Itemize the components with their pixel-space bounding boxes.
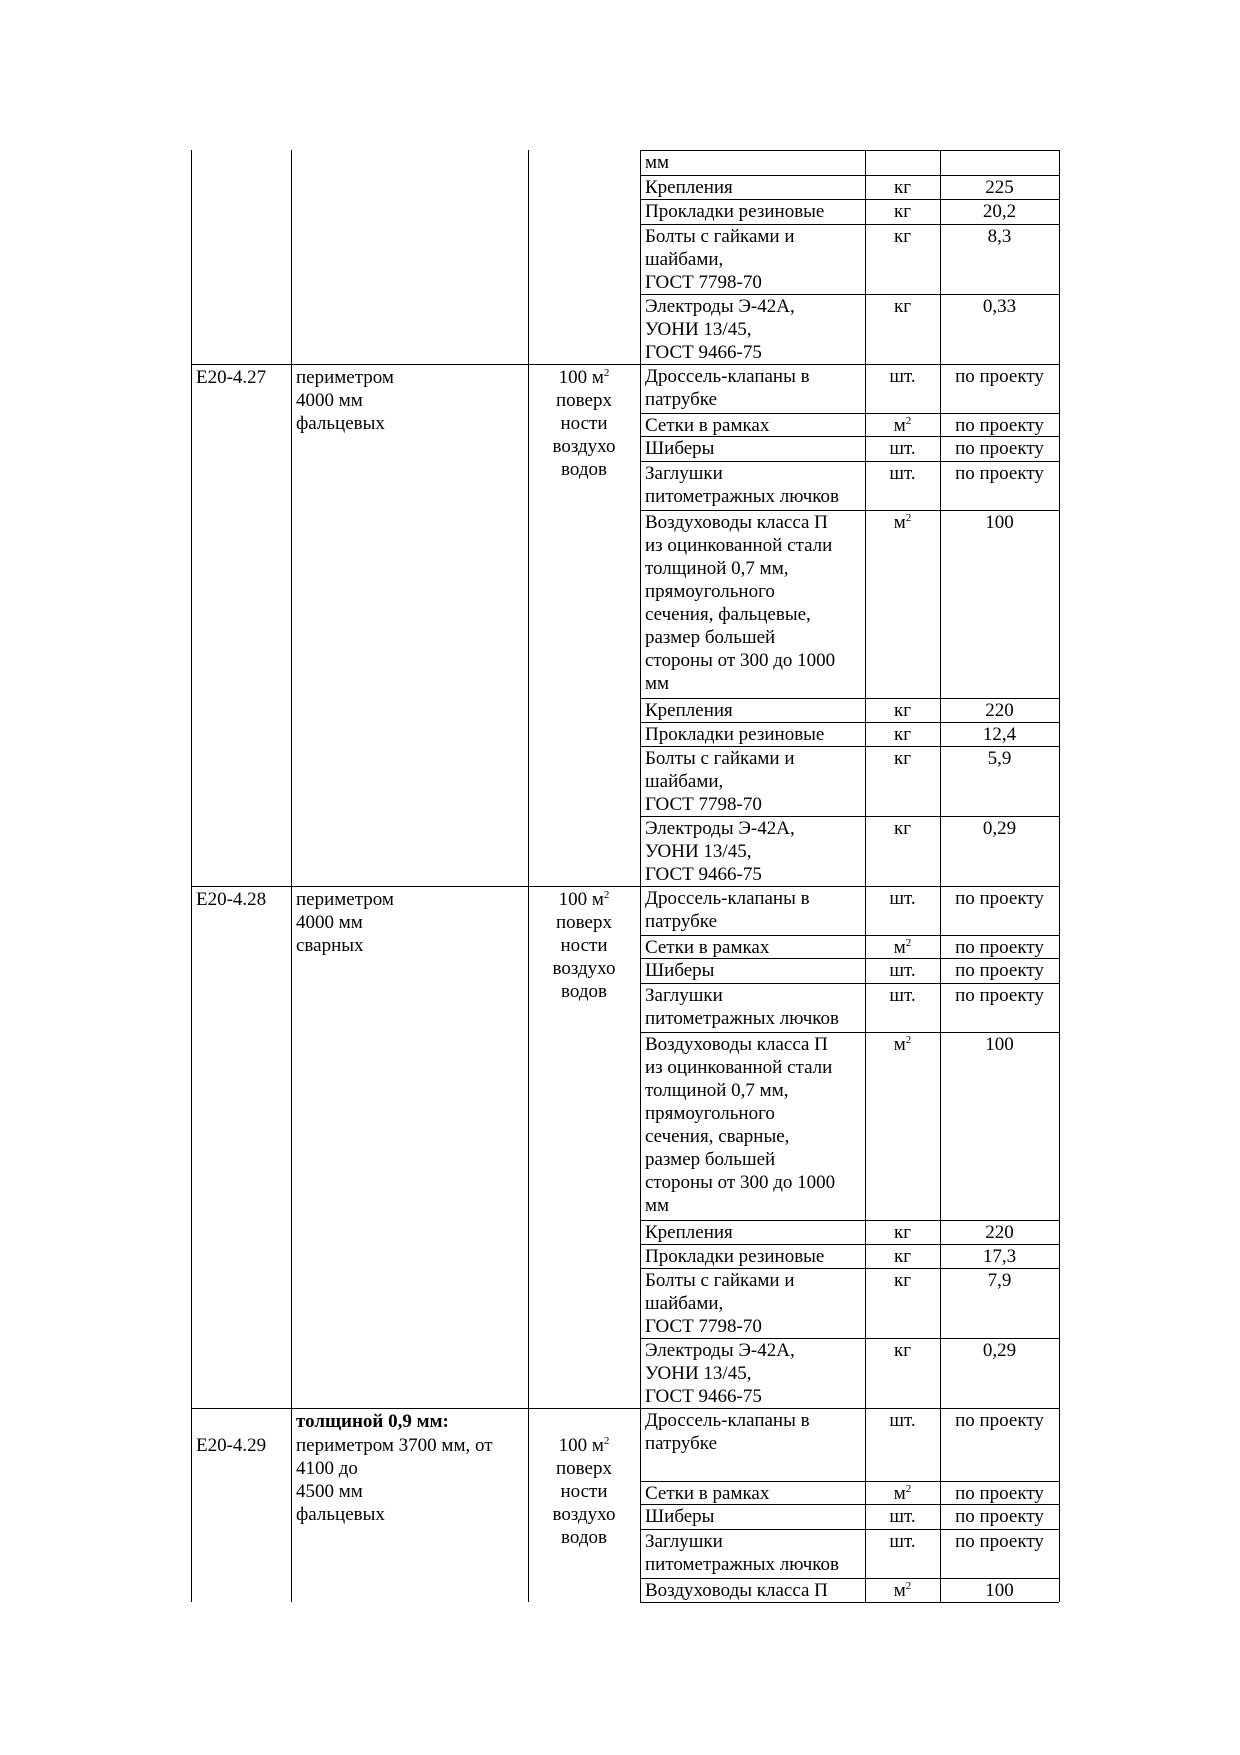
resource-quantity: по проекту	[955, 960, 1044, 981]
norm-description: периметром 4000 мм сварных	[296, 889, 394, 956]
resource-name: Болты с гайками и шайбами, ГОСТ 7798-70	[645, 226, 795, 293]
resource-unit: шт.	[889, 1410, 916, 1431]
resource-unit: кг	[893, 1340, 912, 1361]
resource-quantity: по проекту	[955, 415, 1044, 436]
resource-quantity: 100	[985, 1034, 1014, 1055]
norm-code: Е20-4.27	[196, 367, 267, 388]
resource-unit: кг	[893, 748, 912, 769]
resource-unit: кг	[893, 1246, 912, 1267]
column-border	[1059, 150, 1060, 1602]
resource-quantity: 220	[985, 1222, 1014, 1243]
resource-quantity: по проекту	[955, 1531, 1044, 1552]
group-border	[191, 886, 640, 887]
resource-name: Воздуховоды класса П из оцинкованной стали толщиной 0,7 мм, прямоугольного сечения, фальцевые, размер большей стороны от 300 до 1000 мм	[645, 512, 836, 694]
resource-name: Заглушки питометражных лючков	[645, 1531, 840, 1575]
resource-name: Сетки в рамках	[645, 415, 770, 436]
resource-unit: кг	[893, 700, 912, 721]
resource-name: мм	[645, 152, 670, 173]
resource-unit: $м^2$	[893, 937, 912, 958]
resource-unit: $м^2$	[893, 1580, 912, 1601]
resource-unit: $м^2$	[893, 1034, 912, 1055]
resource-name: Заглушки питометражных лючков	[645, 985, 840, 1029]
resource-name: Сетки в рамках	[645, 937, 770, 958]
resource-quantity: по проекту	[955, 438, 1044, 459]
resource-name: Прокладки резиновые	[645, 201, 825, 222]
norm-description: периметром 3700 мм, от 4100 до 4500 мм фальцевых	[296, 1435, 493, 1525]
resource-quantity: 225	[985, 177, 1014, 198]
resource-name: Электроды Э-42А, УОНИ 13/45, ГОСТ 9466-75	[645, 296, 795, 363]
group-border	[191, 364, 640, 365]
resource-name: Болты с гайками и шайбами, ГОСТ 7798-70	[645, 1270, 795, 1337]
measurement-unit: 100 $м^2$ поверх ности воздухо водов	[552, 367, 616, 480]
resource-unit: шт.	[889, 1531, 916, 1552]
resource-name: Шиберы	[645, 960, 715, 981]
resource-quantity: 220	[985, 700, 1014, 721]
measurement-unit: 100 $м^2$ поверх ности воздухо водов	[552, 889, 616, 1002]
resource-quantity: по проекту	[955, 1506, 1044, 1527]
resource-name: Болты с гайками и шайбами, ГОСТ 7798-70	[645, 748, 795, 815]
resource-name: Дроссель-клапаны в патрубке	[645, 888, 810, 932]
resource-quantity: по проекту	[955, 888, 1044, 909]
norm-code: Е20-4.28	[196, 889, 267, 910]
resource-name: Заглушки питометражных лючков	[645, 463, 840, 507]
resource-name: Прокладки резиновые	[645, 1246, 825, 1267]
resource-quantity: 100	[985, 512, 1014, 533]
resource-quantity: 0,33	[982, 296, 1017, 317]
resource-unit: кг	[893, 201, 912, 222]
resource-unit: шт.	[889, 366, 916, 387]
resource-unit: кг	[893, 818, 912, 839]
resource-name: Сетки в рамках	[645, 1483, 770, 1504]
resource-unit: кг	[893, 1270, 912, 1291]
resource-quantity: 7,9	[987, 1270, 1012, 1291]
resource-name: Прокладки резиновые	[645, 724, 825, 745]
resource-quantity: по проекту	[955, 1410, 1044, 1431]
resource-name: Крепления	[645, 177, 733, 198]
resource-unit: кг	[893, 296, 912, 317]
resource-quantity: 12,4	[982, 724, 1017, 745]
norm-code: Е20-4.29	[196, 1435, 267, 1456]
resource-quantity: 5,9	[987, 748, 1012, 769]
section-header: толщиной 0,9 мм:	[296, 1411, 449, 1432]
resource-quantity: 100	[985, 1580, 1014, 1601]
resource-unit: $м^2$	[893, 1483, 912, 1504]
resource-unit: кг	[893, 724, 912, 745]
resource-quantity: по проекту	[955, 1483, 1044, 1504]
resource-quantity: 0,29	[982, 818, 1017, 839]
resource-quantity: по проекту	[955, 463, 1044, 484]
resource-quantity: 20,2	[982, 201, 1017, 222]
resource-unit: шт.	[889, 888, 916, 909]
norm-description: периметром 4000 мм фальцевых	[296, 367, 394, 434]
resource-name: Электроды Э-42А, УОНИ 13/45, ГОСТ 9466-75	[645, 818, 795, 885]
resource-unit: кг	[893, 177, 912, 198]
resource-unit: шт.	[889, 438, 916, 459]
resource-name: Электроды Э-42А, УОНИ 13/45, ГОСТ 9466-75	[645, 1340, 795, 1407]
resource-unit	[865, 151, 940, 176]
resource-unit: кг	[893, 226, 912, 247]
resource-quantity: по проекту	[955, 366, 1044, 387]
resource-name: Воздуховоды класса П	[645, 1580, 828, 1601]
resource-name: Дроссель-клапаны в патрубке	[645, 1410, 810, 1454]
resource-unit: кг	[893, 1222, 912, 1243]
resource-quantity: 8,3	[987, 226, 1012, 247]
resource-quantity: 0,29	[982, 1340, 1017, 1361]
resource-name: Крепления	[645, 1222, 733, 1243]
resource-quantity: по проекту	[955, 985, 1044, 1006]
resource-unit: $м^2$	[893, 415, 912, 436]
resource-name: Крепления	[645, 700, 733, 721]
resource-quantity: 17,3	[982, 1246, 1017, 1267]
group-border	[191, 1408, 640, 1409]
resource-unit: шт.	[889, 960, 916, 981]
resource-unit: $м^2$	[893, 512, 912, 533]
resource-unit: шт.	[889, 985, 916, 1006]
resource-unit: шт.	[889, 463, 916, 484]
resource-name: Шиберы	[645, 1506, 715, 1527]
resource-name: Шиберы	[645, 438, 715, 459]
resource-name: Дроссель-клапаны в патрубке	[645, 366, 810, 410]
resource-name: Воздуховоды класса П из оцинкованной стали толщиной 0,7 мм, прямоугольного сечения, сварные, размер большей стороны от 300 до 1000 мм	[645, 1034, 836, 1216]
measurement-unit: 100 $м^2$ поверх ности воздухо водов	[552, 1435, 616, 1548]
resource-quantity	[940, 151, 1059, 176]
resource-unit: шт.	[889, 1506, 916, 1527]
resource-quantity: по проекту	[955, 937, 1044, 958]
